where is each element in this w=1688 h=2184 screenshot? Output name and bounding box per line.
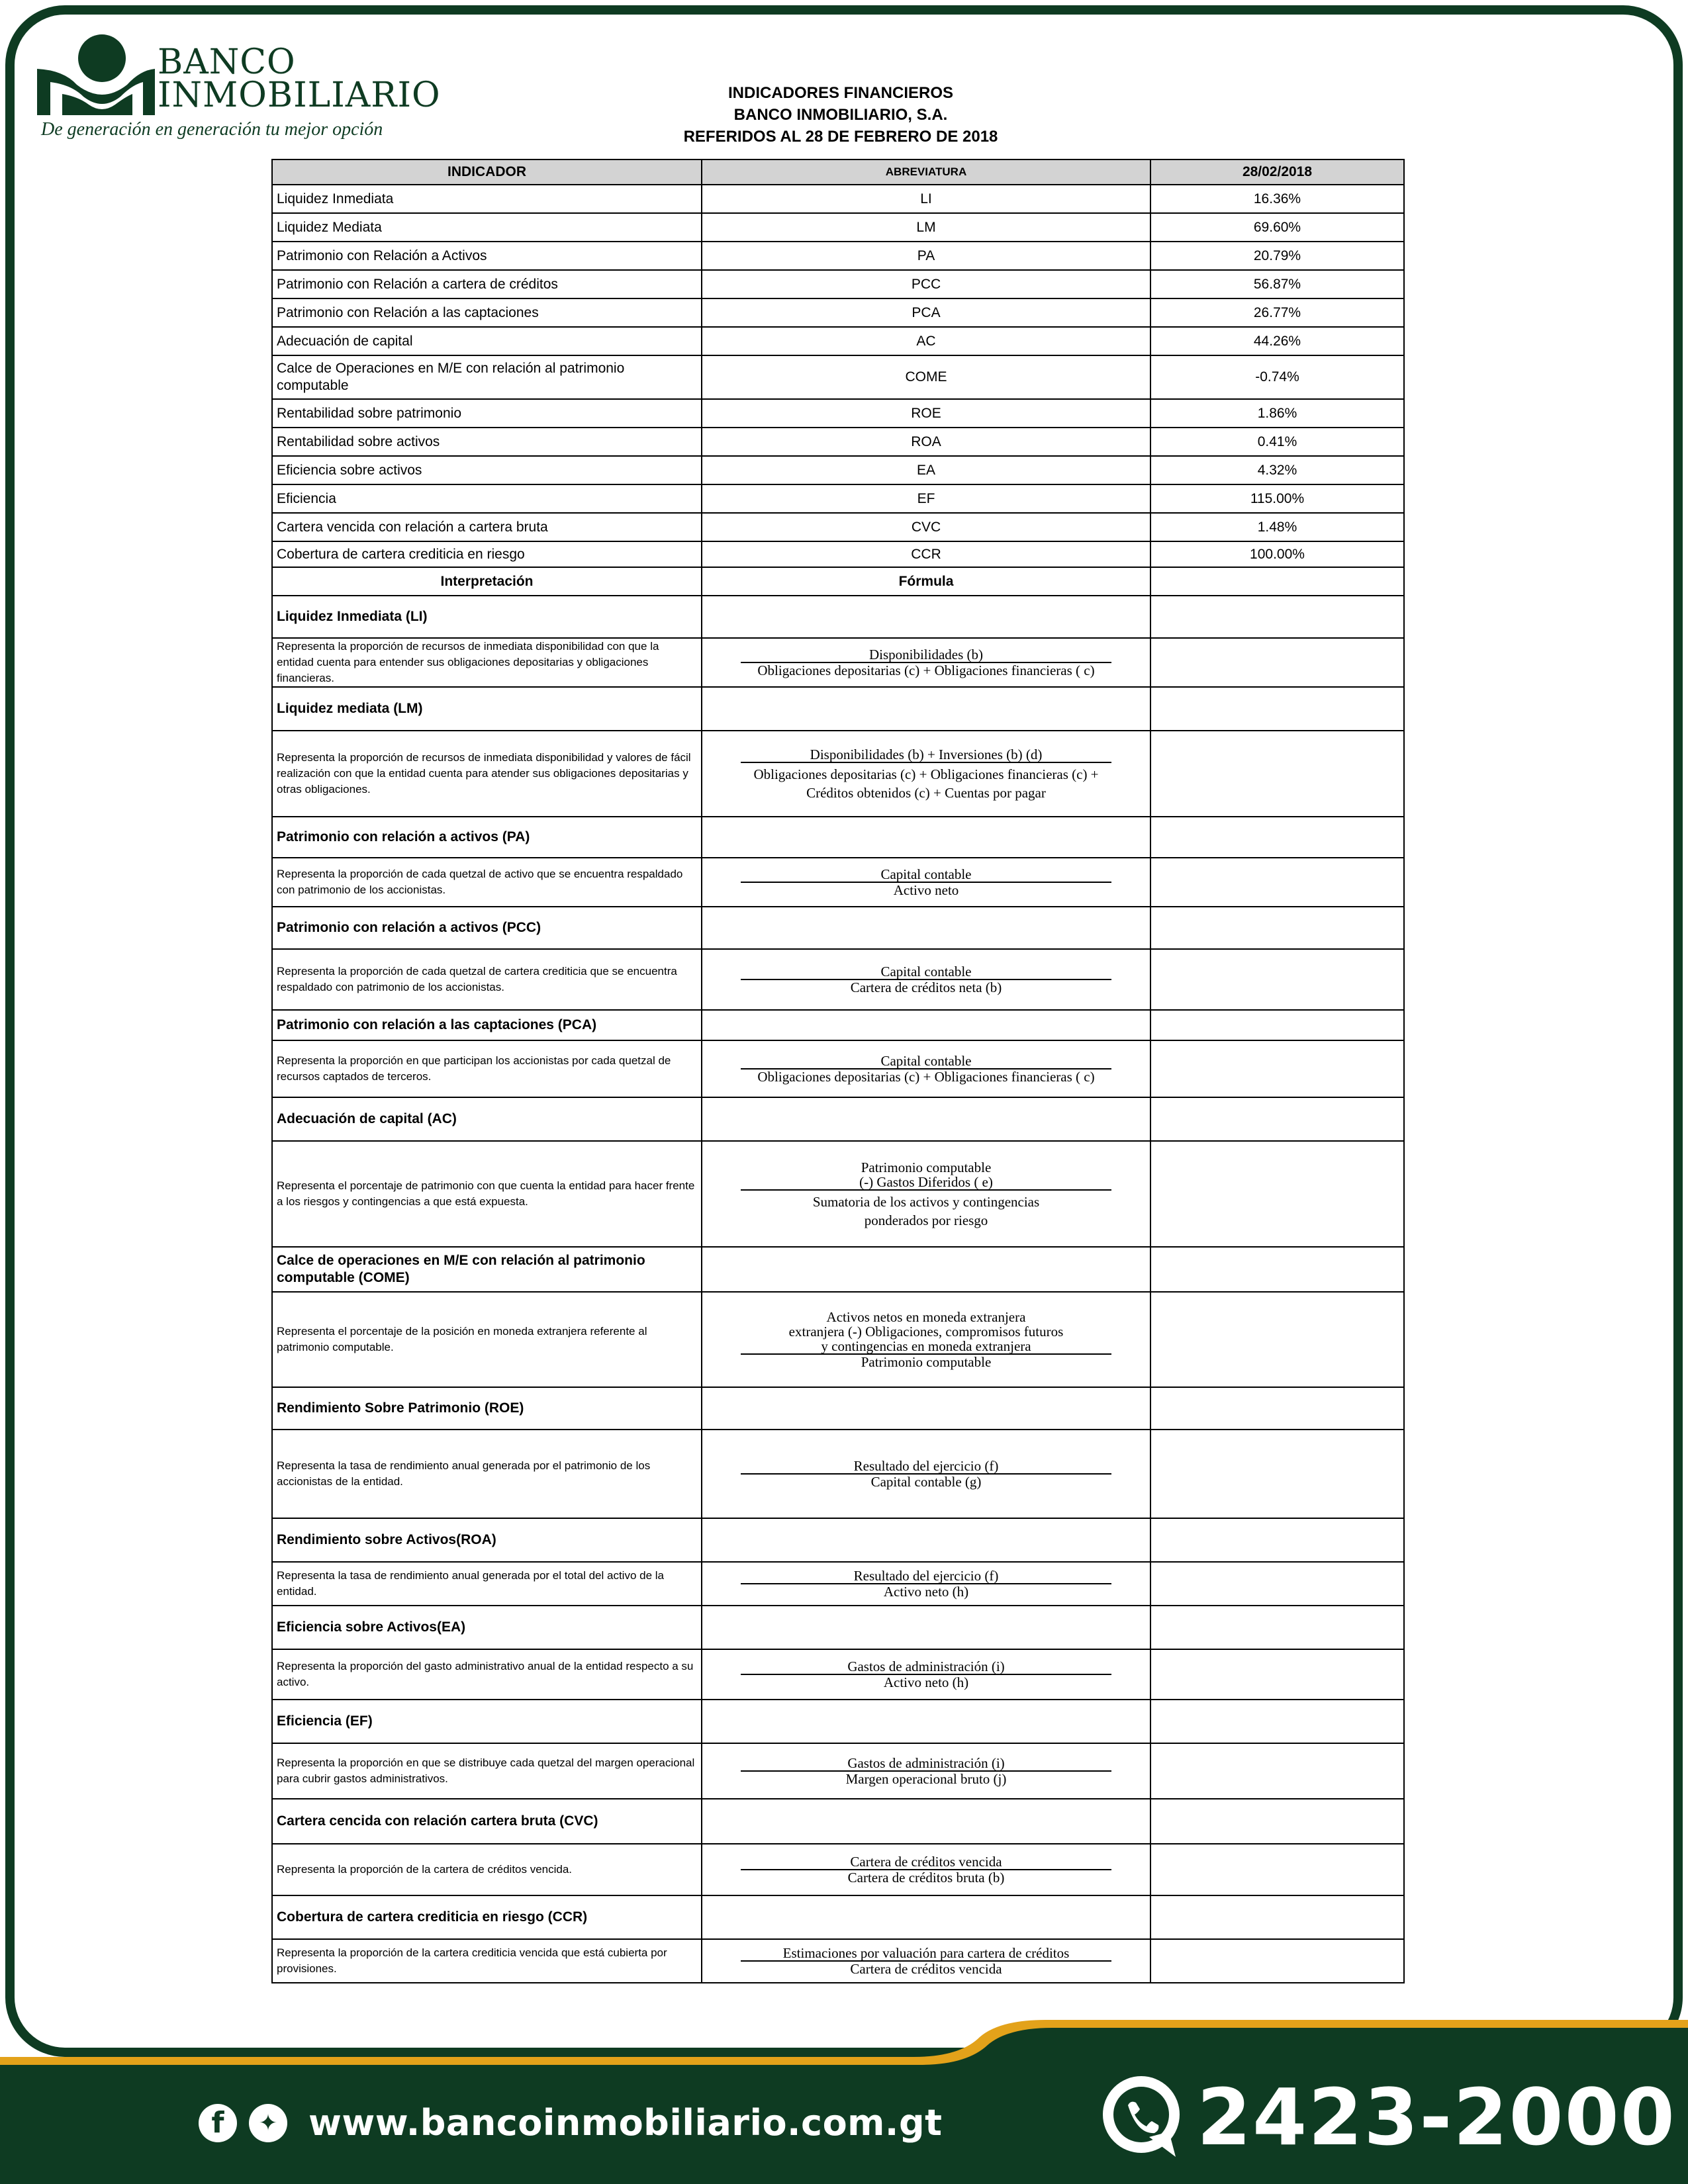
indicator-value: 16.36% (1150, 185, 1404, 213)
indicator-name: Calce de Operaciones en M/E con relación al patrimonio computable (272, 355, 702, 399)
formula-numerator (741, 964, 1111, 980)
formula (702, 1430, 1150, 1518)
denominator-line: Activo neto (h) (883, 1584, 969, 1600)
section-title-row (272, 1799, 1404, 1844)
denominator-line: Obligaciones depositarias (c) + Obligaciones financieras (c) + (753, 766, 1099, 782)
denominator-line: Cartera de créditos vencida (850, 1961, 1002, 1977)
empty-cell (1150, 817, 1404, 858)
section-title-row (272, 1606, 1404, 1649)
indicator-abbr: PCC (702, 270, 1150, 298)
numerator-line: Disponibilidades (b) + Inversiones (b) (d) (810, 747, 1043, 762)
empty-cell (702, 1247, 1150, 1292)
section-title: Cartera cencida con relación cartera bruta (CVC) (272, 1799, 702, 1844)
empty-cell (1150, 1518, 1404, 1562)
formula (702, 1939, 1150, 1983)
indicator-value: 100.00% (1150, 541, 1404, 567)
numerator-line: Estimaciones por valuación para cartera de créditos (782, 1945, 1070, 1961)
formula (702, 731, 1150, 817)
empty-cell (702, 1097, 1150, 1141)
empty-cell (702, 1387, 1150, 1430)
empty-cell (1150, 1895, 1404, 1939)
denominator-line: Margen operacional bruto (j) (845, 1771, 1007, 1787)
section-detail-row (272, 949, 1404, 1010)
indicator-abbr: LM (702, 213, 1150, 242)
formula (702, 858, 1150, 907)
title-line1: INDICADORES FINANCIEROS (727, 84, 954, 102)
numerator-line: Resultado del ejercicio (f) (853, 1568, 999, 1584)
indicator-abbr: ROE (702, 399, 1150, 428)
empty-cell (1150, 596, 1404, 638)
header-fecha: 28/02/2018 (1150, 159, 1404, 185)
empty-cell (702, 1606, 1150, 1649)
section-title: Eficiencia (EF) (272, 1700, 702, 1743)
table-row (272, 456, 1404, 484)
section-detail-row (272, 1141, 1404, 1247)
denominator-line: Activo neto (893, 882, 959, 898)
header-formula: Fórmula (702, 567, 1150, 596)
document-title (602, 82, 1079, 148)
formula-numerator (741, 1946, 1111, 1962)
empty-cell (702, 1895, 1150, 1939)
indicator-abbr: PA (702, 242, 1150, 270)
denominator-line: Cartera de créditos neta (b) (850, 979, 1002, 995)
indicator-name: Cobertura de cartera crediticia en riesgo (272, 541, 702, 567)
indicator-value: 1.48% (1150, 513, 1404, 541)
table-row (272, 242, 1404, 270)
formula (702, 1844, 1150, 1895)
section-title: Patrimonio con relación a activos (PA) (272, 817, 702, 858)
formula-numerator (741, 1459, 1111, 1475)
section-title: Cobertura de cartera crediticia en riesgo (CCR) (272, 1895, 702, 1939)
indicator-name: Cartera vencida con relación a cartera bruta (272, 513, 702, 541)
numerator-line: extranjera (-) Obligaciones, compromisos futuros (788, 1324, 1064, 1340)
indicator-value: 115.00% (1150, 484, 1404, 513)
indicator-abbr: EF (702, 484, 1150, 513)
denominator-line: Activo neto (h) (883, 1674, 969, 1690)
section-detail-row (272, 1040, 1404, 1097)
empty-cell (1150, 1010, 1404, 1040)
numerator-line: Activos netos en moneda extranjera (826, 1309, 1026, 1325)
denominator-line: Sumatoria de los activos y contingencias (812, 1194, 1040, 1210)
empty-cell (1150, 687, 1404, 731)
section-detail-row (272, 1939, 1404, 1983)
interpretation-header-row (272, 567, 1404, 596)
section-title-row (272, 1518, 1404, 1562)
indicator-name: Eficiencia sobre activos (272, 456, 702, 484)
empty-cell (1150, 1292, 1404, 1387)
section-description: Representa la proporción de cada quetzal de cartera crediticia que se encuentra respaldado con patrimonio de los accionistas. (272, 949, 702, 1010)
section-description: Representa la proporción en que participan los accionistas por cada quetzal de recursos captados de terceros. (272, 1040, 702, 1097)
empty-cell (1150, 1097, 1404, 1141)
section-title: Patrimonio con relación a activos (PCC) (272, 907, 702, 949)
indicator-abbr: LI (702, 185, 1150, 213)
numerator-line: (-) Gastos Diferidos ( e) (859, 1174, 993, 1190)
formula-numerator (741, 1659, 1111, 1675)
phone-number[interactable]: 2423-2000 (1197, 2071, 1676, 2163)
section-description: Representa el porcentaje de patrimonio con que cuenta la entidad para hacer frente a los riesgos y contingencias a que está expuesta. (272, 1141, 702, 1247)
section-detail-row (272, 1743, 1404, 1799)
empty-cell (1150, 1141, 1404, 1247)
empty-cell (1150, 1844, 1404, 1895)
empty-cell (1150, 1562, 1404, 1606)
indicator-value: 20.79% (1150, 242, 1404, 270)
indicator-value: 0.41% (1150, 428, 1404, 456)
indicator-value: -0.74% (1150, 355, 1404, 399)
empty-cell (1150, 949, 1404, 1010)
section-title-row (272, 596, 1404, 638)
indicator-value: 69.60% (1150, 213, 1404, 242)
table-row (272, 513, 1404, 541)
indicator-abbr: COME (702, 355, 1150, 399)
section-description: Representa la tasa de rendimiento anual generada por el patrimonio de los accionistas de la entidad. (272, 1430, 702, 1518)
formula (702, 1562, 1150, 1606)
indicators-table (271, 159, 1405, 1983)
section-description: Representa la proporción de recursos de inmediata disponibilidad con que la entidad cuenta para entender sus obligaciones depositarias y obligaciones financieras. (272, 638, 702, 687)
empty-cell (702, 907, 1150, 949)
empty-cell (702, 1700, 1150, 1743)
empty-cell (1150, 1939, 1404, 1983)
section-title-row (272, 687, 1404, 731)
phone-icon (1103, 2076, 1182, 2158)
section-detail-row (272, 638, 1404, 687)
section-title: Liquidez mediata (LM) (272, 687, 702, 731)
numerator-line: Disponibilidades (b) (868, 647, 984, 662)
logo-name-line1: BANCO (158, 42, 296, 82)
indicator-value: 26.77% (1150, 298, 1404, 327)
logo-emblem-icon (37, 30, 156, 116)
section-detail-row (272, 1844, 1404, 1895)
table-header-row (272, 159, 1404, 185)
formula (702, 1141, 1150, 1247)
header-abreviatura: ABREVIATURA (702, 159, 1150, 185)
table-row (272, 213, 1404, 242)
indicator-value: 4.32% (1150, 456, 1404, 484)
section-detail-row (272, 731, 1404, 817)
footer-phone (1103, 2071, 1676, 2163)
empty-cell (1150, 1649, 1404, 1700)
denominator-line: ponderados por riesgo (864, 1212, 988, 1228)
section-title: Rendimiento sobre Activos(ROA) (272, 1518, 702, 1562)
section-title: Liquidez Inmediata (LI) (272, 596, 702, 638)
section-description: Representa la proporción del gasto administrativo anual de la entidad respecto a su activo. (272, 1649, 702, 1700)
section-detail-row (272, 1562, 1404, 1606)
table-row (272, 399, 1404, 428)
empty-cell (1150, 858, 1404, 907)
formula-numerator (741, 1054, 1111, 1069)
denominator-line: Créditos obtenidos (c) + Cuentas por pagar (806, 785, 1046, 801)
numerator-line: Patrimonio computable (861, 1160, 992, 1175)
section-title: Adecuación de capital (AC) (272, 1097, 702, 1141)
formula-numerator (741, 1310, 1111, 1355)
formula-numerator (741, 1569, 1111, 1584)
formula (702, 1649, 1150, 1700)
table-row (272, 185, 1404, 213)
section-description: Representa la proporción de la cartera crediticia vencida que está cubierta por provisiones. (272, 1939, 702, 1983)
table-row (272, 428, 1404, 456)
indicator-value: 56.87% (1150, 270, 1404, 298)
formula-numerator (741, 1160, 1111, 1191)
denominator-line: Capital contable (g) (870, 1474, 982, 1490)
section-title-row (272, 1895, 1404, 1939)
section-detail-row (272, 1430, 1404, 1518)
formula (702, 1743, 1150, 1799)
numerator-line: Resultado del ejercicio (f) (853, 1458, 999, 1474)
section-title-row (272, 1247, 1404, 1292)
empty-cell (1150, 1799, 1404, 1844)
facebook-icon[interactable]: f (199, 2104, 237, 2142)
empty-cell (1150, 1743, 1404, 1799)
section-title: Calce de operaciones en M/E con relación al patrimonio computable (COME) (272, 1247, 702, 1292)
indicator-abbr: PCA (702, 298, 1150, 327)
section-detail-row (272, 858, 1404, 907)
empty-cell (1150, 1430, 1404, 1518)
indicator-name: Rentabilidad sobre patrimonio (272, 399, 702, 428)
title-line2: BANCO INMOBILIARIO, S.A. (733, 106, 948, 124)
empty-cell (702, 687, 1150, 731)
denominator-line: Patrimonio computable (861, 1354, 992, 1370)
header-indicador: INDICADOR (272, 159, 702, 185)
numerator-line: y contingencias en moneda extranjera (821, 1338, 1031, 1354)
table-row (272, 270, 1404, 298)
section-description: Representa la proporción de cada quetzal de activo que se encuentra respaldado con patrimonio de los accionistas. (272, 858, 702, 907)
numerator-line: Cartera de créditos vencida (850, 1854, 1002, 1870)
empty-cell (1150, 1247, 1404, 1292)
indicator-name: Eficiencia (272, 484, 702, 513)
section-detail-row (272, 1649, 1404, 1700)
indicator-name: Patrimonio con Relación a Activos (272, 242, 702, 270)
empty-cell (1150, 1387, 1404, 1430)
section-title: Rendimiento Sobre Patrimonio (ROE) (272, 1387, 702, 1430)
table-row (272, 355, 1404, 399)
title-line3: REFERIDOS AL 28 DE FEBRERO DE 2018 (683, 128, 998, 146)
formula (702, 949, 1150, 1010)
indicator-value: 44.26% (1150, 327, 1404, 355)
numerator-line: Gastos de administración (i) (847, 1659, 1005, 1674)
header-empty (1150, 567, 1404, 596)
indicator-name: Liquidez Inmediata (272, 185, 702, 213)
empty-cell (702, 1799, 1150, 1844)
indicator-abbr: ROA (702, 428, 1150, 456)
section-title-row (272, 1700, 1404, 1743)
section-detail-row (272, 1292, 1404, 1387)
section-title: Eficiencia sobre Activos(EA) (272, 1606, 702, 1649)
formula-numerator (741, 747, 1111, 763)
indicator-abbr: EA (702, 456, 1150, 484)
numerator-line: Capital contable (880, 1053, 972, 1069)
empty-cell (702, 1010, 1150, 1040)
numerator-line: Capital contable (880, 964, 972, 979)
indicator-abbr: CCR (702, 541, 1150, 567)
empty-cell (1150, 731, 1404, 817)
indicator-value: 1.86% (1150, 399, 1404, 428)
section-description: Representa la proporción de la cartera de créditos vencida. (272, 1844, 702, 1895)
empty-cell (1150, 638, 1404, 687)
section-title-row (272, 1097, 1404, 1141)
bank-logo (37, 30, 441, 143)
table-row (272, 327, 1404, 355)
formula (702, 638, 1150, 687)
indicator-name: Patrimonio con Relación a cartera de créditos (272, 270, 702, 298)
table-row (272, 298, 1404, 327)
footer-website (199, 2102, 942, 2144)
website-link[interactable]: www.bancoinmobiliario.com.gt (308, 2102, 943, 2144)
empty-cell (1150, 1700, 1404, 1743)
empty-cell (702, 1518, 1150, 1562)
table-row (272, 484, 1404, 513)
denominator-line: Obligaciones depositarias (c) + Obligaciones financieras ( c) (757, 1069, 1095, 1085)
section-description: Representa la proporción en que se distribuye cada quetzal del margen operacional para cubrir gastos administrativos. (272, 1743, 702, 1799)
table-row (272, 541, 1404, 567)
empty-cell (1150, 1040, 1404, 1097)
header-interpretacion: Interpretación (272, 567, 702, 596)
indicator-abbr: CVC (702, 513, 1150, 541)
empty-cell (702, 817, 1150, 858)
indicator-name: Patrimonio con Relación a las captaciones (272, 298, 702, 327)
formula-numerator (741, 867, 1111, 883)
logo-name-line2: INMOBILIARIO (158, 75, 441, 115)
indicator-name: Liquidez Mediata (272, 213, 702, 242)
formula-numerator (741, 1756, 1111, 1772)
section-title-row (272, 1010, 1404, 1040)
numerator-line: Gastos de administración (i) (847, 1755, 1005, 1771)
indicator-name: Rentabilidad sobre activos (272, 428, 702, 456)
empty-cell (702, 596, 1150, 638)
twitter-icon[interactable]: ✦ (249, 2104, 287, 2142)
section-title: Patrimonio con relación a las captaciones (PCA) (272, 1010, 702, 1040)
section-description: Representa la proporción de recursos de inmediata disponibilidad y valores de fácil realización con que la entidad cuenta para atender sus obligaciones depositarias y otras obligaciones. (272, 731, 702, 817)
section-description: Representa el porcentaje de la posición en moneda extranjera referente al patrimonio computable. (272, 1292, 702, 1387)
numerator-line: Capital contable (880, 866, 972, 882)
formula-numerator (741, 647, 1111, 663)
indicator-abbr: AC (702, 327, 1150, 355)
empty-cell (1150, 907, 1404, 949)
section-title-row (272, 817, 1404, 858)
formula (702, 1040, 1150, 1097)
empty-cell (1150, 1606, 1404, 1649)
section-title-row (272, 907, 1404, 949)
formula (702, 1292, 1150, 1387)
denominator-line: Cartera de créditos bruta (b) (847, 1870, 1005, 1886)
section-description: Representa la tasa de rendimiento anual generada por el total del activo de la entidad. (272, 1562, 702, 1606)
logo-tagline: De generación en generación tu mejor opción (41, 119, 383, 140)
formula-numerator (741, 1854, 1111, 1870)
section-title-row (272, 1387, 1404, 1430)
denominator-line: Obligaciones depositarias (c) + Obligaciones financieras ( c) (757, 662, 1095, 678)
indicator-name: Adecuación de capital (272, 327, 702, 355)
